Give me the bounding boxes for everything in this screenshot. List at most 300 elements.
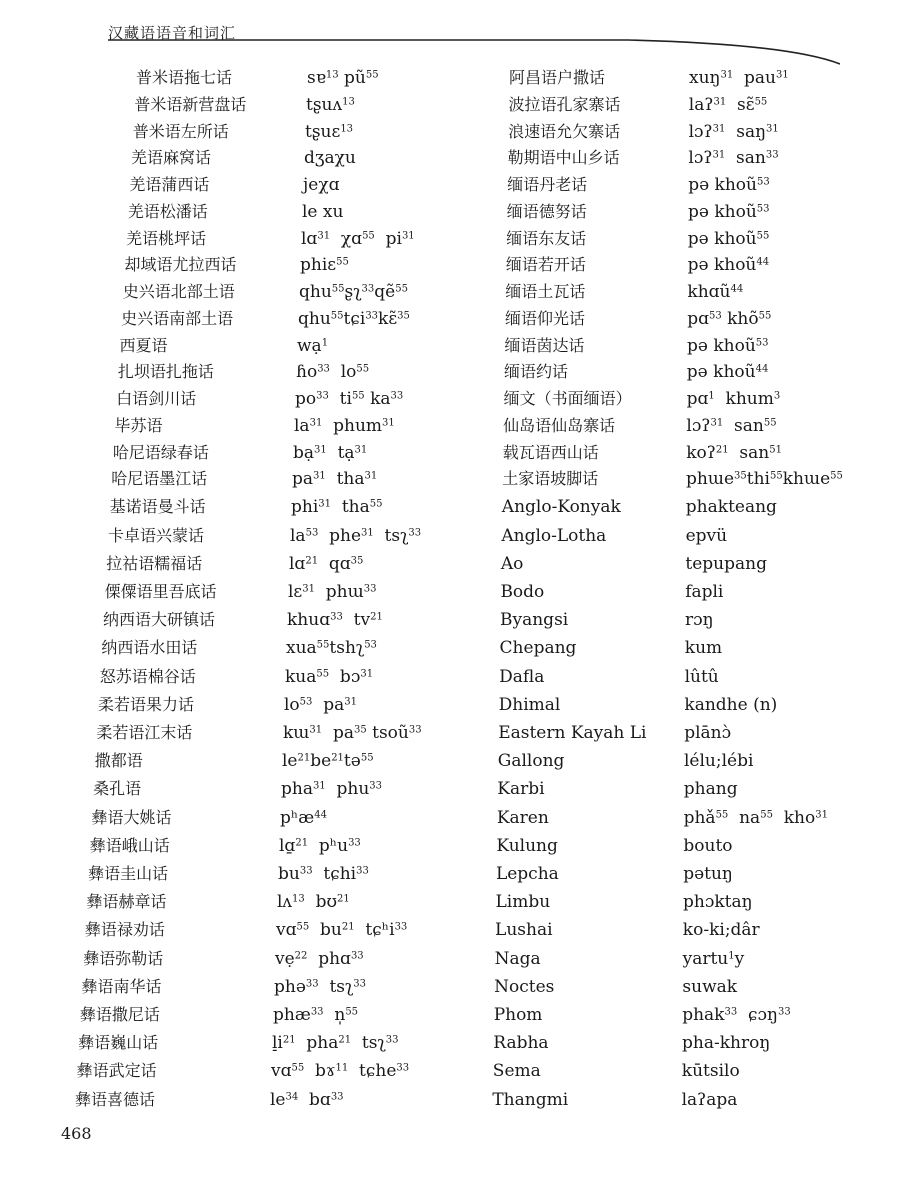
left-name: 史兴语南部土语 — [121, 308, 234, 328]
tone-superscript: 33 — [317, 363, 330, 375]
form-segment: bɤ — [304, 1061, 336, 1082]
left-form — [270, 1089, 344, 1110]
left-name: 白语剑川话 — [116, 389, 197, 408]
form-segment: lélu;lébi — [684, 751, 754, 772]
form-segment: phum — [322, 415, 383, 436]
form-segment: san — [723, 415, 764, 436]
tone-superscript: 55 — [369, 498, 383, 510]
tone-superscript: 31 — [318, 498, 332, 510]
left-name: 羌语松潘话 — [127, 201, 208, 221]
tone-superscript: 21 — [305, 555, 319, 567]
form-segment: qhu — [299, 282, 332, 302]
tone-superscript: 53 — [305, 527, 319, 539]
tone-superscript: 55 — [365, 69, 379, 81]
form-segment: pa — [312, 694, 345, 715]
tone-superscript: 21 — [341, 921, 355, 933]
form-segment: lɑ — [301, 228, 318, 249]
left-form — [292, 471, 377, 488]
right-name: 载瓦语西山话 — [502, 442, 599, 462]
tone-superscript: 55 — [763, 417, 777, 429]
form-segment: na — [728, 807, 761, 828]
right-name: 缅语东友话 — [506, 228, 587, 248]
form-segment: khõ — [721, 308, 759, 329]
form-segment: lɑ̱ — [279, 835, 296, 856]
right-name: 仙岛语仙岛寨话 — [503, 415, 616, 435]
left-form — [274, 976, 367, 997]
form-segment: phang — [683, 779, 738, 800]
tone-superscript: 53 — [755, 337, 769, 348]
left-name: 柔若语果力话 — [98, 694, 195, 714]
right-form — [682, 1007, 791, 1024]
tone-superscript: 33 — [330, 1091, 344, 1103]
left-form — [295, 391, 403, 408]
form-segment: epvü — [685, 525, 728, 546]
form-segment: khɯe — [782, 469, 831, 490]
form-segment: pə khoũ — [688, 201, 757, 222]
form-segment: pau — [733, 68, 777, 88]
right-name: Karbi — [497, 779, 545, 800]
left-name: 彝语巍山话 — [78, 1033, 159, 1053]
form-segment: tɕʰi — [354, 920, 395, 941]
left-name: 哈尼语墨江话 — [111, 469, 208, 489]
left-name: 哈尼语绿春话 — [112, 442, 209, 462]
left-name: 普米语新营盘话 — [134, 94, 247, 114]
right-name: 勒期语中山乡话 — [507, 148, 620, 168]
right-name: Ao — [500, 553, 524, 574]
right-form — [686, 415, 777, 436]
left-form — [288, 584, 376, 601]
form-segment: be — [310, 751, 332, 772]
right-form — [687, 364, 769, 381]
tone-superscript: 33 — [299, 865, 313, 877]
left-name: 彝语撒尼话 — [79, 1005, 160, 1025]
tone-superscript: 31 — [313, 470, 326, 482]
form-segment: tshʅ — [329, 638, 365, 659]
tone-superscript: 35 — [734, 470, 747, 482]
tone-superscript: 55 — [351, 390, 365, 402]
tone-superscript: 31 — [713, 96, 727, 108]
left-name: 柔若语江末话 — [96, 723, 193, 743]
right-name: Phom — [493, 1005, 543, 1026]
form-segment: san — [725, 148, 766, 169]
left-name: 普米语拖七话 — [136, 68, 233, 87]
left-form — [302, 201, 344, 222]
form-segment: khum — [714, 389, 774, 409]
tone-superscript: 33 — [396, 1062, 410, 1074]
form-segment: kho — [772, 807, 816, 828]
tone-superscript: 1 — [321, 337, 329, 348]
left-name: 拉祜语糯福话 — [106, 553, 203, 573]
form-segment: xua — [286, 638, 317, 659]
tone-superscript: 33 — [385, 1034, 399, 1046]
form-segment: pə khoũ — [686, 362, 756, 383]
left-form — [301, 228, 415, 249]
form-segment: tɕhe — [348, 1061, 397, 1082]
tone-superscript: 13 — [342, 96, 355, 108]
tone-superscript: 33 — [408, 527, 422, 539]
form-segment: phu — [325, 779, 370, 800]
right-name: Rabha — [493, 1033, 549, 1054]
tone-superscript: 31 — [309, 417, 323, 429]
form-segment: tepupang — [685, 553, 767, 574]
form-segment: dʒaχu — [304, 148, 356, 169]
form-segment: bouto — [683, 835, 733, 856]
right-form — [684, 725, 731, 742]
left-form — [279, 835, 361, 856]
form-segment: phɯ — [314, 582, 364, 603]
tone-superscript: 1 — [708, 390, 715, 402]
left-form — [299, 284, 408, 301]
form-segment: lɛ — [288, 582, 303, 603]
right-form — [688, 201, 770, 222]
tone-superscript: 13 — [340, 123, 354, 134]
form-segment: po — [295, 389, 317, 409]
form-segment: sɛ̃ — [726, 94, 755, 115]
right-form — [687, 335, 769, 356]
form-segment: la — [294, 415, 310, 436]
left-name: 彝语峨山话 — [89, 835, 170, 855]
left-name: 普米语左所话 — [132, 121, 229, 141]
left-name: 彝语赫章话 — [86, 892, 167, 912]
tone-superscript: 33 — [348, 837, 361, 849]
tone-superscript: 33 — [765, 149, 779, 161]
running-header: 汉藏语语音和词汇 — [108, 24, 237, 42]
form-segment: bɔ — [329, 666, 361, 687]
form-segment: tʂuʌ — [306, 94, 343, 115]
tone-superscript: 21 — [370, 611, 383, 623]
tone-superscript: 33 — [724, 1006, 738, 1018]
form-segment: pa — [322, 723, 354, 744]
right-form — [683, 894, 753, 911]
form-segment: lʌ — [277, 892, 293, 913]
tone-superscript: 33 — [316, 390, 329, 402]
right-form — [683, 807, 828, 828]
form-segment: wạ — [297, 335, 322, 356]
form-segment: tsʅ — [373, 525, 409, 546]
left-name: 羌语蒲西话 — [129, 175, 210, 194]
tone-superscript: 33 — [369, 780, 383, 792]
form-segment: tha — [331, 497, 370, 518]
tone-superscript: 55 — [769, 470, 783, 482]
form-segment: pɑ — [687, 308, 709, 329]
form-segment: pũ — [338, 68, 366, 88]
right-name: Bodo — [500, 582, 545, 603]
left-form — [298, 308, 410, 329]
left-form — [304, 150, 356, 167]
right-form — [684, 694, 778, 715]
left-form — [272, 1035, 399, 1052]
form-segment: tạ — [326, 442, 355, 463]
form-segment: ʂʅ — [344, 282, 362, 302]
right-form — [682, 976, 738, 997]
tone-superscript: 34 — [285, 1091, 299, 1103]
tone-superscript: 53 — [708, 310, 722, 322]
tone-superscript: 53 — [756, 176, 770, 188]
tone-superscript: 1 — [728, 950, 735, 962]
tone-superscript: 33 — [330, 611, 343, 623]
right-form — [686, 442, 782, 463]
form-segment: kandhe (n) — [684, 694, 778, 715]
left-name: 彝语弥勒话 — [83, 948, 164, 968]
tone-superscript: 35 — [353, 724, 367, 736]
tone-superscript: 55 — [754, 96, 768, 108]
form-segment: ɦo — [296, 362, 318, 383]
form-segment: bạ — [293, 442, 315, 463]
right-form — [684, 753, 753, 770]
left-form — [287, 612, 383, 629]
form-segment: lɑ — [289, 553, 306, 574]
form-segment: lɔʔ — [686, 415, 711, 436]
tone-superscript: 33 — [363, 583, 377, 595]
form-segment: kɯ — [283, 723, 310, 744]
form-segment: pɑ — [686, 389, 709, 409]
tone-superscript: 31 — [401, 230, 415, 241]
tone-superscript: 44 — [755, 363, 769, 375]
tone-superscript: 55 — [331, 283, 345, 295]
tone-superscript: 31 — [815, 809, 828, 821]
left-name: 羌语桃坪话 — [126, 228, 207, 248]
left-form — [303, 177, 340, 194]
tone-superscript: 33 — [778, 1006, 791, 1018]
tone-superscript: 33 — [394, 921, 408, 933]
form-segment: kɛ̃ — [378, 308, 398, 329]
right-name: Byangsi — [500, 610, 569, 631]
tone-superscript: 11 — [335, 1062, 349, 1074]
left-name: 扎坝语扎拖话 — [117, 362, 214, 382]
tone-superscript: 55 — [316, 639, 330, 651]
form-segment: tʂuɛ — [305, 121, 341, 142]
left-name: 傈僳语里吾底话 — [104, 582, 217, 602]
tone-superscript: 44 — [314, 809, 327, 821]
form-segment: pə khoũ — [688, 175, 757, 195]
form-segment: tv — [342, 610, 371, 631]
tone-superscript: 31 — [712, 149, 726, 161]
form-segment: laʔapa — [681, 1089, 738, 1110]
left-form — [280, 807, 327, 828]
right-name: 浪速语允欠寨话 — [508, 121, 621, 141]
tone-superscript: 31 — [354, 444, 368, 455]
left-form — [289, 553, 364, 574]
form-segment: rɔŋ — [685, 610, 714, 631]
right-name: 缅语约话 — [504, 362, 569, 382]
tone-superscript: 21 — [282, 1034, 296, 1046]
form-segment: phǎ — [683, 807, 716, 828]
tone-superscript: 31 — [302, 583, 315, 595]
right-name: 缅语土瓦话 — [505, 282, 586, 301]
right-name: Gallong — [497, 751, 565, 772]
tone-superscript: 55 — [360, 752, 374, 764]
form-segment: sɐ — [307, 68, 326, 88]
form-segment: pha — [295, 1033, 339, 1054]
form-segment: pha — [281, 779, 313, 800]
right-name: Lepcha — [495, 864, 559, 885]
header-rule — [108, 28, 840, 68]
left-name: 彝语喜德话 — [74, 1089, 155, 1109]
tone-superscript: 33 — [350, 950, 364, 962]
form-segment: san — [728, 442, 770, 463]
right-form — [688, 257, 770, 274]
tone-superscript: 55 — [830, 470, 843, 482]
left-form — [286, 640, 377, 657]
left-name: 毕苏语 — [114, 415, 163, 435]
tone-superscript: 31 — [314, 444, 327, 455]
tone-superscript: 21 — [715, 444, 729, 455]
form-segment: ti — [328, 389, 352, 409]
left-form — [271, 1063, 409, 1080]
form-segment: laʔ — [688, 94, 714, 115]
tone-superscript: 31 — [361, 527, 374, 539]
form-segment: pʰu — [308, 835, 349, 856]
right-name: 缅文（书面缅语） — [503, 389, 632, 408]
right-name: Naga — [494, 948, 541, 969]
tone-superscript: 31 — [344, 696, 357, 708]
right-form — [682, 1035, 770, 1052]
form-segment: qɑ — [318, 553, 351, 574]
form-segment: plānɔ̀ — [684, 723, 732, 744]
right-form — [685, 584, 723, 601]
right-name: Dhimal — [498, 694, 561, 715]
form-segment: kua — [285, 666, 317, 687]
right-form — [683, 922, 760, 939]
tone-superscript: 31 — [382, 417, 395, 429]
right-form — [687, 308, 772, 329]
left-name: 彝语武定话 — [76, 1061, 157, 1081]
tone-superscript: 31 — [710, 417, 724, 429]
tone-superscript: 21 — [297, 752, 311, 764]
left-form — [284, 694, 357, 715]
right-form — [681, 1089, 738, 1110]
left-name: 史兴语北部土语 — [122, 282, 235, 301]
form-segment: pi — [374, 228, 402, 249]
form-segment: le xu — [302, 201, 344, 222]
form-segment: bu — [278, 864, 300, 885]
tone-superscript: 3 — [773, 390, 781, 402]
form-segment: qhu — [298, 308, 331, 329]
form-segment: phakteang — [685, 497, 777, 518]
right-name: Thangmi — [492, 1089, 569, 1110]
left-form — [276, 922, 407, 939]
form-segment: phi — [291, 497, 319, 518]
left-form — [282, 753, 374, 770]
form-segment: ko-ki;dâr — [682, 920, 760, 941]
form-segment: tsʅ — [351, 1033, 386, 1054]
form-segment: jeχɑ — [303, 175, 340, 195]
form-segment: ka — [364, 389, 391, 409]
right-name: 土家语坡脚话 — [502, 469, 599, 489]
left-name: 纳西语大研镇话 — [103, 610, 216, 630]
right-name: 缅语德努话 — [506, 201, 587, 221]
left-form — [281, 781, 382, 798]
tone-superscript: 33 — [390, 390, 404, 402]
form-segment: y — [734, 948, 745, 969]
right-name: 阿昌语户撒话 — [509, 68, 606, 87]
form-segment: suwak — [682, 976, 738, 997]
form-segment: phiɛ — [300, 255, 337, 276]
form-segment: kum — [684, 638, 723, 659]
right-form — [686, 471, 843, 488]
right-form — [688, 121, 779, 142]
form-segment: bʊ — [304, 892, 338, 913]
right-name: Limbu — [495, 892, 551, 913]
tone-superscript: 55 — [715, 809, 729, 821]
right-name: 缅语仰光话 — [504, 308, 585, 328]
left-name: 却域语尤拉西话 — [124, 255, 237, 275]
left-form — [296, 364, 369, 381]
tone-superscript: 31 — [712, 123, 726, 134]
right-name: Eastern Kayah Li — [498, 723, 647, 744]
tone-superscript: 55 — [291, 1062, 305, 1074]
left-name: 羌语麻窝话 — [131, 148, 212, 168]
left-name: 卡卓语兴蒙话 — [107, 525, 204, 545]
left-form — [293, 442, 368, 463]
form-segment: phɯe — [686, 469, 735, 490]
right-form — [688, 177, 770, 194]
tone-superscript: 31 — [766, 123, 779, 134]
left-form — [273, 1007, 358, 1024]
tone-superscript: 31 — [317, 230, 331, 241]
tone-superscript: 55 — [336, 256, 349, 268]
left-form — [297, 335, 329, 356]
tone-superscript: 53 — [299, 696, 313, 708]
form-segment: vɑ — [271, 1061, 292, 1082]
left-name: 西夏语 — [119, 335, 168, 355]
tone-superscript: 55 — [756, 230, 770, 241]
right-form — [684, 666, 719, 687]
right-form — [687, 391, 781, 408]
tone-superscript: 13 — [292, 893, 305, 905]
form-segment: l̠i — [272, 1033, 283, 1054]
tone-superscript: 31 — [776, 69, 789, 81]
tone-superscript: 35 — [350, 555, 364, 567]
form-segment: lɔʔ — [688, 121, 713, 142]
right-name: Anglo-Lotha — [501, 525, 607, 546]
tone-superscript: 53 — [364, 639, 377, 651]
tone-superscript: 55 — [356, 363, 370, 375]
form-segment: tɕhi — [312, 864, 357, 885]
form-segment: tha — [325, 469, 365, 490]
form-segment: le — [270, 1089, 286, 1110]
form-segment: lûtû — [684, 666, 719, 687]
tone-superscript: 33 — [353, 978, 367, 990]
form-segment: khuɑ — [287, 610, 331, 631]
form-segment: phæ — [273, 1005, 311, 1026]
right-name: Noctes — [494, 976, 555, 997]
tone-superscript: 55 — [316, 668, 330, 680]
form-segment: le — [282, 751, 298, 772]
form-segment: phak — [682, 1005, 725, 1026]
form-segment: fapli — [685, 582, 724, 603]
tone-superscript: 33 — [408, 724, 422, 736]
form-segment: thi — [746, 469, 770, 490]
tone-superscript: 44 — [730, 283, 744, 295]
right-form — [688, 94, 768, 115]
right-name: Karen — [496, 807, 549, 828]
right-form — [686, 499, 777, 516]
form-segment: pə khoũ — [687, 255, 757, 276]
tone-superscript: 22 — [294, 950, 308, 962]
right-form — [689, 70, 789, 87]
tone-superscript: 31 — [720, 69, 734, 81]
form-segment: xuŋ — [689, 68, 721, 88]
form-segment: tsoũ — [366, 723, 409, 744]
form-segment: vẹ — [275, 948, 295, 969]
form-segment: yartu — [682, 948, 729, 969]
tone-superscript: 21 — [295, 837, 309, 849]
tone-superscript: 33 — [356, 865, 369, 877]
left-form — [277, 894, 350, 911]
left-name: 彝语禄劝话 — [84, 920, 165, 940]
right-form — [684, 781, 738, 798]
